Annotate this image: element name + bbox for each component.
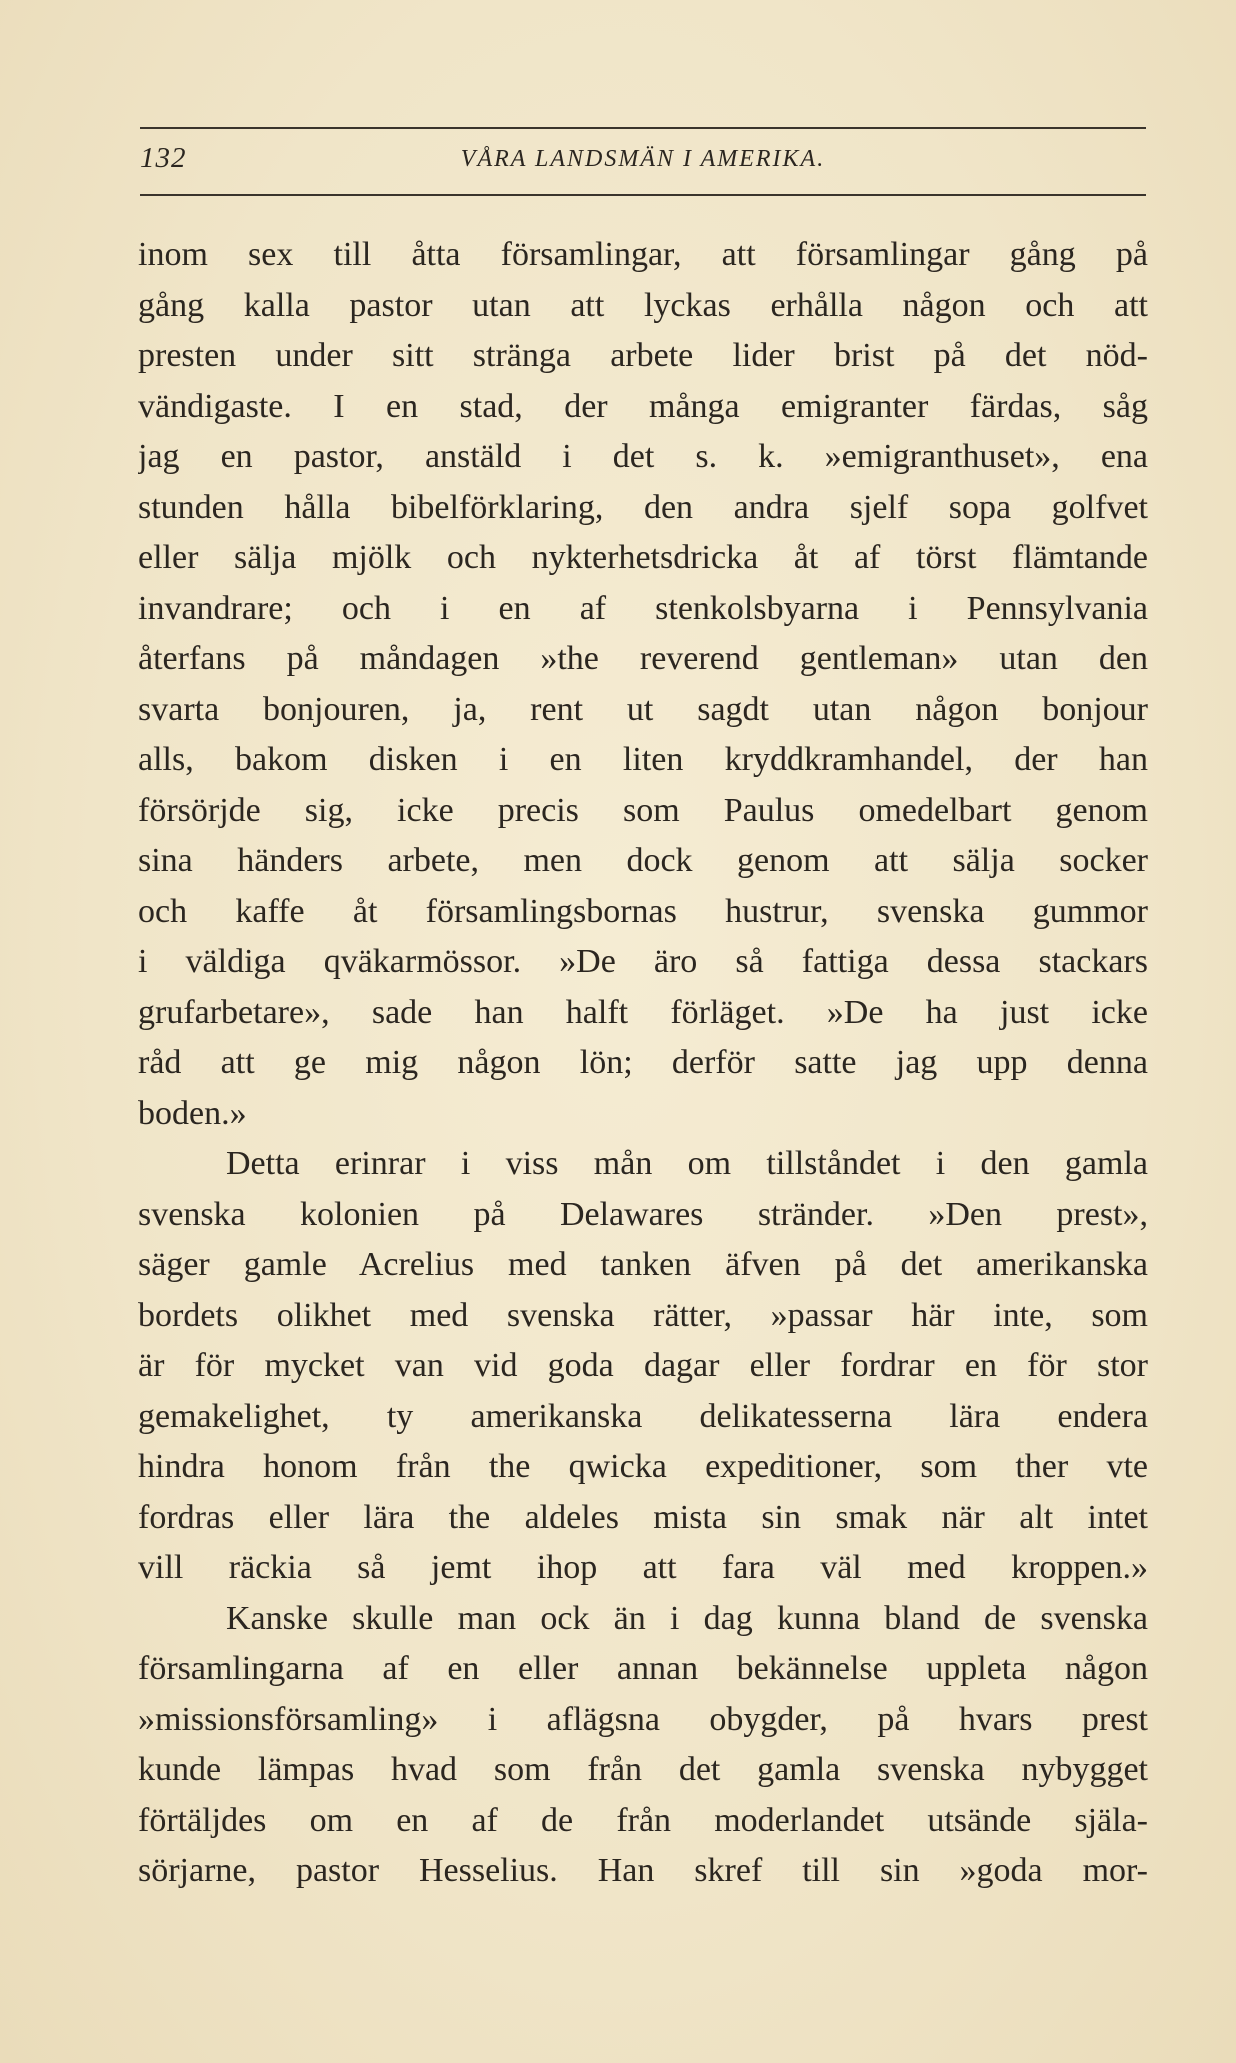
text-line: säger gamle Acrelius med tanken äfven på det amerikanska xyxy=(138,1246,1148,1283)
text-line: Kanske skulle man ock än i dag kunna bland de svenska xyxy=(226,1599,1148,1637)
text-line: hindra honom från the qwicka expeditioner, som ther vte xyxy=(138,1448,1148,1485)
text-line: boden.» xyxy=(138,1094,247,1132)
text-line: fordras eller lära the aldeles mista sin smak när alt intet xyxy=(138,1498,1148,1536)
text-line: församlingarna af en eller annan bekännelse uppleta någon xyxy=(138,1650,1148,1687)
text-line: vill räckia så jemt ihop att fara väl med kroppen.» xyxy=(138,1549,1148,1586)
text-line: i väldiga qväkarmössor. »De äro så fattiga dessa stackars xyxy=(138,943,1148,980)
running-head xyxy=(140,142,1146,182)
text-line: eller sälja mjölk och nykterhetsdricka åt af törst flämtande xyxy=(138,539,1148,576)
text-line: jag en pastor, anstäld i det s. k. »emigranthuset», ena xyxy=(138,438,1148,475)
text-line: svarta bonjouren, ja, rent ut sagdt utan någon bonjour xyxy=(138,690,1148,728)
text-line: grufarbetare», sade han halft förläget. »De ha just icke xyxy=(138,993,1148,1031)
text-line: råd att ge mig någon lön; derför satte jag upp denna xyxy=(138,1044,1148,1081)
text-line: presten under sitt stränga arbete lider brist på det nöd- xyxy=(138,337,1148,374)
running-title: VÅRA LANDSMÄN I AMERIKA. xyxy=(460,146,826,172)
text-line: invandrare; och i en af stenkolsbyarna i Pennsylvania xyxy=(138,589,1148,627)
text-line: Detta erinrar i viss mån om tillståndet i den gamla xyxy=(226,1145,1148,1182)
text-line: svenska kolonien på Delawares stränder. »Den prest», xyxy=(138,1195,1148,1233)
text-line: alls, bakom disken i en liten kryddkramhandel, der han xyxy=(138,741,1148,778)
body-text xyxy=(138,230,1148,1897)
text-line: gemakelighet, ty amerikanska delikatesserna lära endera xyxy=(138,1397,1148,1435)
text-line: försörjde sig, icke precis som Paulus omedelbart genom xyxy=(138,791,1148,829)
text-line: bordets olikhet med svenska rätter, »passar här inte, som xyxy=(138,1296,1148,1334)
text-line: och kaffe åt församlingsbornas hustrur, svenska gummor xyxy=(138,892,1148,930)
header-rule-bottom xyxy=(140,194,1146,196)
text-line: sörjarne, pastor Hesselius. Han skref till sin »goda mor- xyxy=(138,1852,1148,1889)
header-rule-top xyxy=(140,127,1146,129)
text-line: sina händers arbete, men dock genom att sälja socker xyxy=(138,842,1148,879)
text-line: vändigaste. I en stad, der många emigranter färdas, såg xyxy=(138,387,1148,425)
text-line: förtäljdes om en af de från moderlandet utsände själa- xyxy=(138,1801,1148,1839)
text-line: stunden hålla bibelförklaring, den andra sjelf sopa golfvet xyxy=(138,488,1148,526)
text-line: är för mycket van vid goda dagar eller fordrar en för stor xyxy=(138,1347,1148,1384)
text-line: »missionsförsamling» i aflägsna obygder, på hvars prest xyxy=(138,1700,1148,1738)
text-line: återfans på måndagen »the reverend gentleman» utan den xyxy=(138,640,1148,677)
text-line: inom sex till åtta församlingar, att församlingar gång på xyxy=(138,236,1148,273)
text-line: kunde lämpas hvad som från det gamla svenska nybygget xyxy=(138,1751,1148,1788)
text-line: gång kalla pastor utan att lyckas erhålla någon och att xyxy=(138,286,1148,324)
page-number: 132 xyxy=(140,142,187,174)
